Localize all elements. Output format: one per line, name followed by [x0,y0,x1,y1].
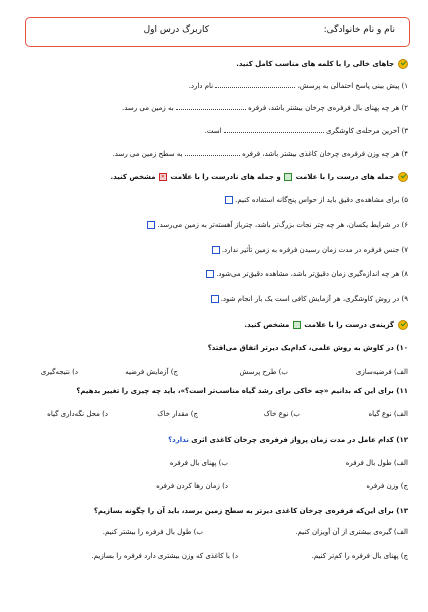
answer-checkbox[interactable] [206,270,214,278]
mc-option[interactable]: د) محل نگه‌داری گیاه [47,410,108,418]
answer-checkbox[interactable] [212,246,220,254]
mc-option[interactable]: ب) طول بال فرفره را بیشتر کنیم. [102,528,203,536]
fill-item-3: ۳) آخرین مرحله‌ی کاوشگری است. [16,124,408,138]
mc-option[interactable]: د) با کاغذی که وزن بیشتری دارد فرفره را بسازیم. [91,552,238,560]
checkmark-badge-icon [398,172,408,182]
answer-blank[interactable] [224,124,324,133]
mc-option[interactable]: ج) آزمایش فرضیه [125,368,178,376]
mc-question-10: ۱۰) در کاوش به روش علمی، کدام‌یک دیرتر اتفاق می‌افتد؟ [207,344,408,352]
mc-option[interactable]: ج) مقدار خاک [157,410,198,418]
checkmark-badge-icon [398,320,408,330]
tf-item-7: ۷) جنس فرفره در مدت زمان رسیدن فرفره به زمین تأثیر ندارد. [16,243,408,257]
answer-blank[interactable] [215,79,295,88]
answer-checkbox[interactable] [211,295,219,303]
mc-option[interactable]: الف) طول بال فرفره [345,459,408,467]
mc-option[interactable]: د) زمان رها کردن فرفره [156,482,228,490]
answer-blank[interactable] [176,101,246,110]
section-mc-heading: گزینه‌ی درست را با علامت مشخص کنید. [16,318,408,332]
mc-option[interactable]: ب) پهنای بال فرفره [169,459,228,467]
section-fill-heading: جاهای خالی را با کلمه های مناسب کامل کنید. [16,57,408,71]
mc-option[interactable]: الف) گیره‌ی بیشتری از آن آویزان کنیم. [295,528,408,536]
header-box [25,17,410,47]
mc-option[interactable]: ب) نوع خاک [263,410,300,418]
mc-option[interactable]: الف) فرضیه‌سازی [355,368,408,376]
checkmark-badge-icon [398,59,408,69]
emphasis-word: ندارد؟ [168,436,189,444]
mc-question-11: ۱۱) برای این که بدانیم «چه خاکی برای رشد گیاه مناسب‌تر است؟»، باید چه چیزی را تغییر بدهیم؟ [76,387,408,395]
answer-blank[interactable] [185,147,240,156]
answer-checkbox[interactable] [147,221,155,229]
mc-question-13: ۱۳) برای این‌که فرفره‌ی چرخان کاغذی دیرتر به سطح زمین برسد، باید آن را چگونه بسازیم؟ [93,507,408,515]
answer-checkbox[interactable] [225,196,233,204]
mc-question-12: ۱۲) کدام عامل در مدت زمان پرواز فرفره‌ی چرخان کاغذی اثری ندارد؟ [168,436,408,444]
mc-option[interactable]: ج) وزن فرفره [366,482,408,490]
tf-item-8: ۸) هر چه اندازه‌گیری زمان دقیق‌تر باشد، مشاهده دقیق‌تر می‌شود. [16,267,408,281]
mc-option[interactable]: د) نتیجه‌گیری [40,368,78,376]
green-check-box-icon [284,173,292,181]
student-name-label: نام و نام خانوادگی: [323,25,395,35]
tf-item-9: ۹) در روش کاوشگری، هر آزمایش کافی است یک بار انجام شود. [16,292,408,306]
mc-option[interactable]: الف) نوع گیاه [368,410,408,418]
red-x-box-icon: ✕ [160,174,165,180]
fill-item-4: ۴) هر چه وزن فرفره‌ی چرخان کاغذی بیشتر باشد، فرفره به سطح زمین می رسد. [16,147,408,161]
tf-item-6: ۶) در شرایط یکسان، هر چه چتر نجات بزرگ‌تر باشد، چترباز آهسته‌تر به زمین می‌رسد. [16,218,408,232]
fill-item-1: ۱) پیش بینی پاسخ احتمالی به پرسش، نام دارد. [16,79,408,93]
worksheet-title: کاربرگ درس اول [143,25,209,35]
fill-item-2: ۲) هر چه پهنای بال فرفره‌ی چرخان بیشتر باشد، فرفره به زمین می رسد. [16,101,408,115]
mc-option[interactable]: ب) طرح پرسش [239,368,288,376]
section-tf-heading: جمله های درست را با علامت و جمله های نادرست را با علامت ✕ مشخص کنید. [16,170,408,184]
green-check-box-icon [293,321,301,329]
tf-item-5: ۵) برای مشاهده‌ی دقیق باید از حواس پنج‌گانه استفاده کنیم. [16,193,408,207]
mc-option[interactable]: ج) پهنای بال فرفره را کم‌تر کنیم. [311,552,408,560]
